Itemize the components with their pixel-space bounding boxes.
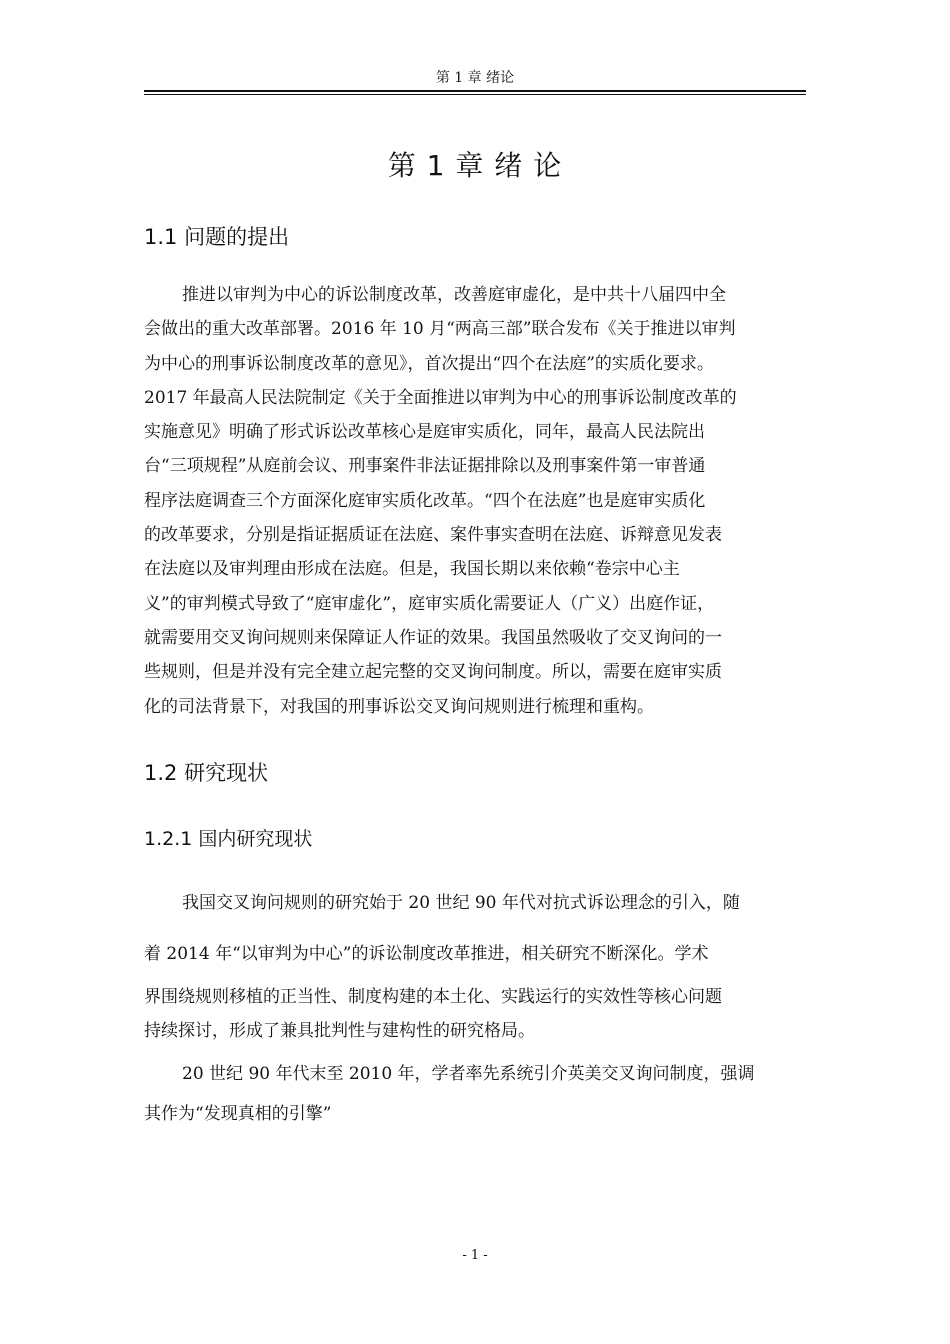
text-line: 着 2014 年“以审判为中心”的诉讼制度改革推进，相关研究不断深化。学术 <box>144 944 709 964</box>
text-line: 的改革要求，分别是指证据质证在法庭、案件事实查明在法庭、诉辩意见发表 <box>144 525 722 546</box>
text-line: 实施意见》明确了形式诉讼改革核心是庭审实质化，同年，最高人民法院出 <box>144 422 705 443</box>
text-line: 些规则，但是并没有完全建立起完整的交叉询问制度。所以，需要在庭审实质 <box>144 662 722 683</box>
text-line: 2017 年最高人民法院制定《关于全面推进以审判为中心的刑事诉讼制度改革的 <box>144 387 737 408</box>
header-rule-thin <box>144 94 806 95</box>
page-number: - 1 - <box>462 1248 488 1263</box>
text-line: 化的司法背景下，对我国的刑事诉讼交叉询问规则进行梳理和重构。 <box>144 696 654 717</box>
text-line: 义”的审判模式导致了“庭审虚化”，庭审实质化需要证人（广义）出庭作证， <box>144 593 715 614</box>
paragraph-1-1 <box>144 278 806 724</box>
paragraph-1-2-1-a-tail <box>144 980 806 1049</box>
subsection-heading-1-2-1: 1.2.1 国内研究现状 <box>144 828 313 850</box>
running-header: 第 1 章 绪论 <box>435 70 515 86</box>
text-line: 20 世纪 90 年代末至 2010 年，学者率先系统引介英美交叉询问制度，强调 <box>182 1064 755 1084</box>
text-line: 推进以审判为中心的诉讼制度改革，改善庭审虚化，是中共十八届四中全 <box>182 285 726 305</box>
text-line: 台“三项规程”从庭前会议、刑事案件非法证据排除以及刑事案件第一审普通 <box>144 456 706 477</box>
section-heading-1-1: 1.1 问题的提出 <box>144 225 290 249</box>
text-line: 我国交叉询问规则的研究始于 20 世纪 90 年代对抗式诉讼理念的引入，随 <box>182 893 740 913</box>
text-line: 其作为“发现真相的引擎” <box>144 1104 332 1124</box>
text-line: 会做出的重大改革部署。2016 年 10 月“两高三部”联合发布《关于推进以审判 <box>144 319 736 340</box>
header-rule <box>144 90 806 92</box>
text-line: 在法庭以及审判理由形成在法庭。但是，我国长期以来依赖“卷宗中心主 <box>144 559 680 580</box>
text-line: 持续探讨，形成了兼具批判性与建构性的研究格局。 <box>144 1021 535 1042</box>
section-heading-1-2: 1.2 研究现状 <box>144 761 269 785</box>
text-line: 就需要用交叉询问规则来保障证人作证的效果。我国虽然吸收了交叉询问的一 <box>144 627 722 648</box>
paragraph-1-2-1-a <box>144 878 806 980</box>
text-line: 程序法庭调查三个方面深化庭审实质化改革。“四个在法庭”也是庭审实质化 <box>144 490 706 511</box>
text-line: 界围绕规则移植的正当性、制度构建的本土化、实践运行的实效性等核心问题 <box>144 987 722 1007</box>
chapter-title: 第 1 章 绪 论 <box>387 149 563 182</box>
text-line: 为中心的刑事诉讼制度改革的意见》，首次提出“四个在法庭”的实质化要求。 <box>144 353 714 374</box>
paragraph-1-2-1-b <box>144 1054 806 1134</box>
